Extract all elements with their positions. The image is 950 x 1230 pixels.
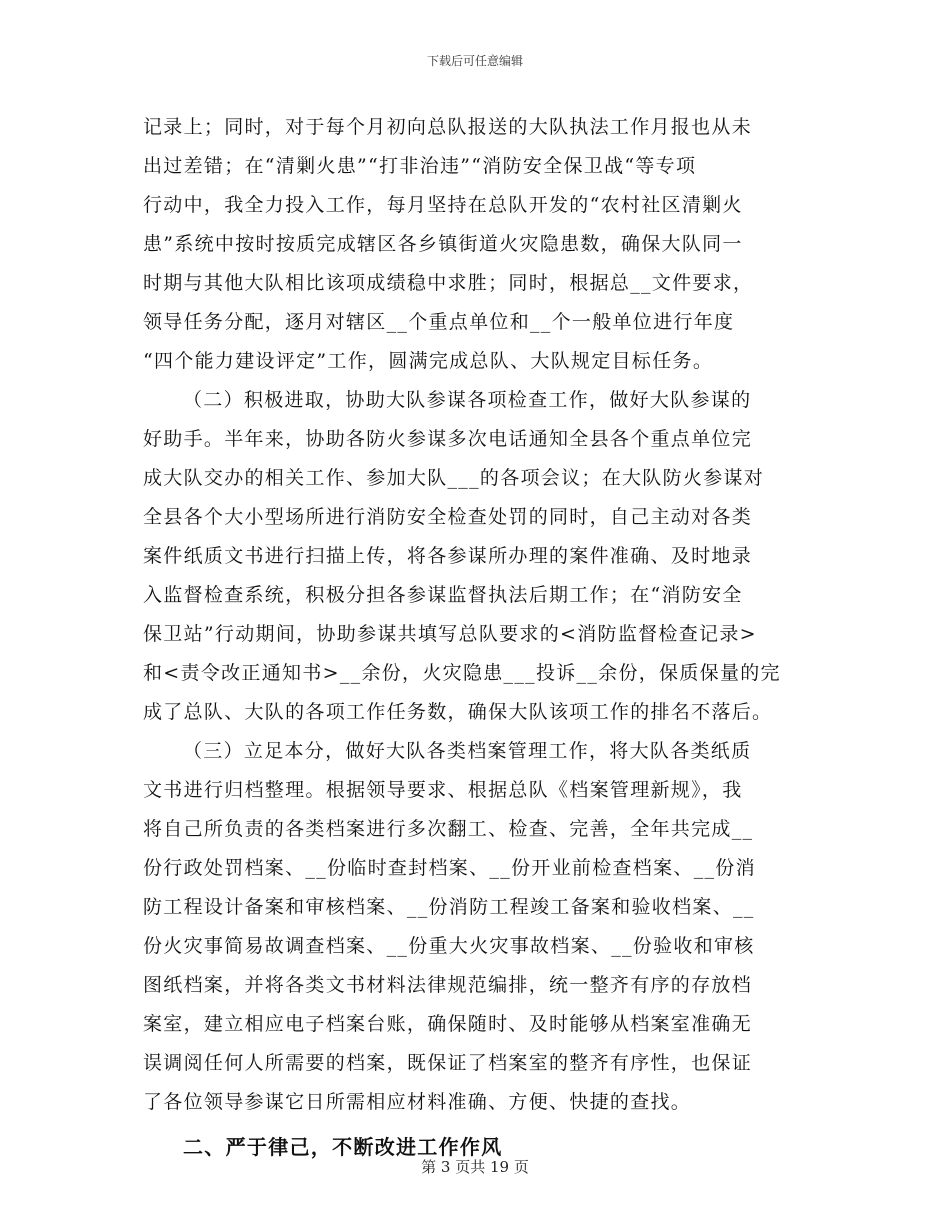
- section-heading: 二、严于律己，不断改进工作作风: [183, 1135, 503, 1159]
- paragraph-line: 入监督检查系统，积极分担各参谋监督执法后期工作；在“消防安全: [143, 584, 743, 606]
- paragraph-line: 和<责令改正通知书>__余份，火灾隐患___投诉__余份，保质保量的完: [143, 662, 781, 684]
- paragraph-line: 领导任务分配，逐月对辖区__个重点单位和__个一般单位进行年度: [143, 311, 735, 333]
- paragraph-line: 成大队交办的相关工作、参加大队___的各项会议；在大队防火参谋对: [143, 467, 765, 489]
- paragraph-line: （二）积极进取，协助大队参谋各项检查工作，做好大队参谋的: [183, 389, 752, 411]
- page-header: 下载后可任意编辑: [426, 54, 523, 68]
- paragraph-line: “四个能力建设评定”工作，圆满完成总队、大队规定目标任务。: [143, 350, 714, 372]
- paragraph-line: 了各位领导参谋它日所需相应材料准确、方便、快捷的查找。: [143, 1091, 692, 1113]
- paragraph-line: 患”系统中按时按质完成辖区各乡镇街道火灾隐患数，确保大队同一: [143, 233, 743, 255]
- paragraph-line: 成了总队、大队的各项工作任务数，确保大队该项工作的排名不落后。: [143, 701, 773, 723]
- paragraph-line: 保卫站”行动期间，协助参谋共填写总队要求的<消防监督检查记录>: [143, 623, 757, 645]
- paragraph-line: 好助手。半年来，协助各防火参谋多次电话通知全县各个重点单位完: [143, 428, 753, 450]
- paragraph-line: 份行政处罚档案、__份临时查封档案、__份开业前检查档案、__份消: [143, 857, 756, 879]
- paragraph-line: 份火灾事简易故调查档案、__份重大火灾事故档案、__份验收和审核: [143, 935, 755, 957]
- paragraph-line: 将自己所负责的各类档案进行多次翻工、检查、完善，全年共完成__: [143, 818, 754, 840]
- paragraph-line: 案件纸质文书进行扫描上传，将各参谋所办理的案件准确、及时地录: [143, 545, 753, 567]
- paragraph-line: 图纸档案，并将各类文书材料法律规范编排，统一整齐有序的存放档: [143, 974, 753, 996]
- paragraph-line: 案室，建立相应电子档案台账，确保随时、及时能够从档案室准确无: [143, 1013, 753, 1035]
- paragraph-line: 记录上；同时，对于每个月初向总队报送的大队执法工作月报也从未: [143, 116, 753, 138]
- paragraph-line: （三）立足本分，做好大队各类档案管理工作，将大队各类纸质: [183, 740, 752, 762]
- paragraph-line: 全县各个大小型场所进行消防安全检查处罚的同时，自己主动对各类: [143, 506, 753, 528]
- paragraph-line: 文书进行归档整理。根据领导要求、根据总队《档案管理新规》，我: [143, 779, 743, 801]
- paragraph-line: 误调阅任何人所需要的档案，既保证了档案室的整齐有序性，也保证: [143, 1052, 753, 1074]
- page-footer: 第 3 页共 19 页: [421, 1158, 529, 1176]
- paragraph-line: 出过差错；在“清剿火患”“打非治违”“消防安全保卫战“等专项: [143, 155, 697, 177]
- paragraph-line: 行动中，我全力投入工作，每月坚持在总队开发的“农村社区清剿火: [143, 194, 743, 216]
- paragraph-line: 时期与其他大队相比该项成绩稳中求胜；同时，根据总__文件要求，: [143, 272, 754, 294]
- paragraph-line: 防工程设计备案和审核档案、__份消防工程竣工备案和验收档案、__: [143, 896, 755, 918]
- document-body: [143, 108, 807, 1167]
